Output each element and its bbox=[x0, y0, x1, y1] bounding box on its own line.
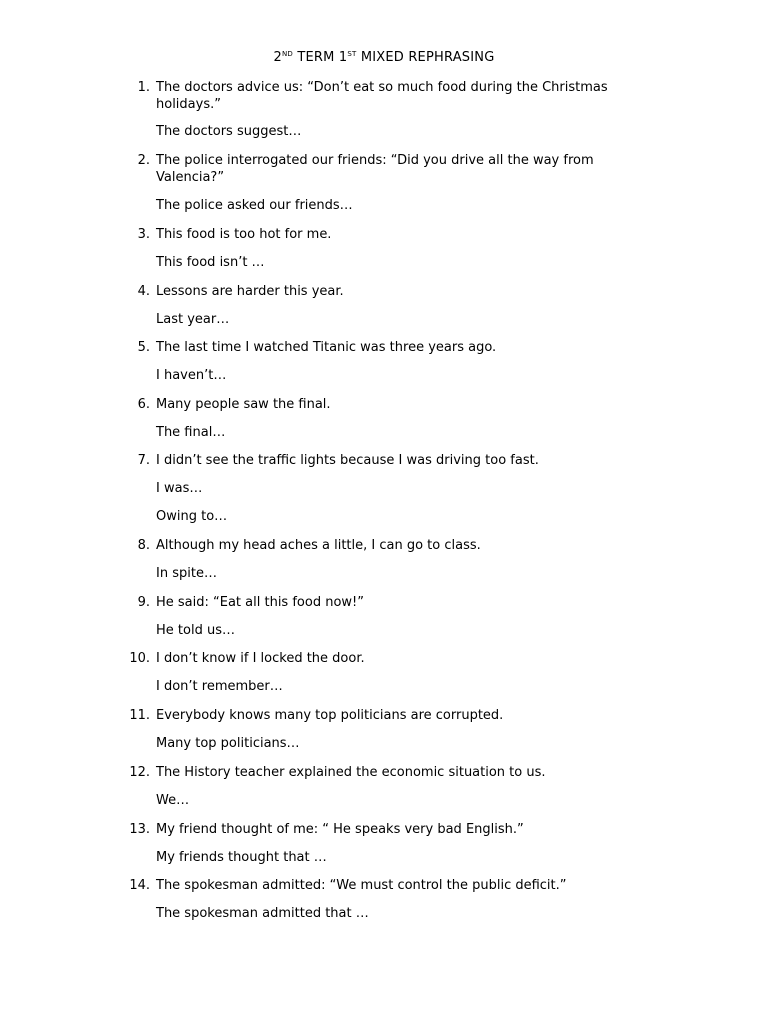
exercise-answer-stem: In spite… bbox=[156, 566, 217, 581]
exercise-prompt: He said: “Eat all this food now!” bbox=[156, 595, 364, 610]
exercise-prompt: Lessons are harder this year. bbox=[156, 284, 344, 299]
exercise-prompt: This food is too hot for me. bbox=[156, 227, 332, 242]
exercise-number: 13. bbox=[129, 822, 150, 837]
exercise-answer-stem: The police asked our friends… bbox=[156, 198, 353, 213]
exercise-answer-stem: I haven’t… bbox=[156, 368, 227, 383]
exercise-number: 4. bbox=[137, 284, 150, 299]
exercise-prompt: The History teacher explained the economic situation to us. bbox=[156, 765, 546, 780]
exercise-answer-stem: I was… bbox=[156, 481, 203, 496]
title-superscript: ST bbox=[347, 50, 357, 58]
exercise-answer-stem: The doctors suggest… bbox=[156, 124, 302, 139]
exercise-answer-stem: I don’t remember… bbox=[156, 679, 283, 694]
exercise-prompt: I don’t know if I locked the door. bbox=[156, 651, 365, 666]
exercise-number: 2. bbox=[137, 153, 150, 168]
exercise-number: 9. bbox=[137, 595, 150, 610]
exercise-prompt: Many people saw the final. bbox=[156, 397, 331, 412]
exercise-number: 14. bbox=[129, 878, 150, 893]
exercise-answer-stem: The final… bbox=[156, 425, 226, 440]
exercise-prompt: Although my head aches a little, I can go to class. bbox=[156, 538, 481, 553]
title-text: TERM 1 bbox=[293, 50, 348, 65]
exercise-prompt: The police interrogated our friends: “Did you drive all the way from Valencia?” bbox=[156, 153, 594, 185]
exercise-answer-stem: Many top politicians… bbox=[156, 736, 300, 751]
exercise-number: 5. bbox=[137, 340, 150, 355]
exercise-number: 10. bbox=[129, 651, 150, 666]
exercise-answer-stem: The spokesman admitted that … bbox=[156, 906, 369, 921]
exercise-number: 6. bbox=[137, 397, 150, 412]
exercise-prompt: The last time I watched Titanic was three years ago. bbox=[156, 340, 497, 355]
exercise-answer-stem: Last year… bbox=[156, 312, 230, 327]
exercise-answer-stem: We… bbox=[156, 793, 190, 808]
exercise-answer-stem: Owing to… bbox=[156, 509, 228, 524]
exercise-number: 12. bbox=[129, 765, 150, 780]
exercise-number: 3. bbox=[137, 227, 150, 242]
exercise-number: 11. bbox=[129, 708, 150, 723]
exercise-number: 7. bbox=[137, 453, 150, 468]
exercise-number: 1. bbox=[137, 80, 150, 95]
title-text: 2 bbox=[273, 50, 282, 65]
exercise-prompt: My friend thought of me: “ He speaks very bad English.” bbox=[156, 822, 524, 837]
title-superscript: ND bbox=[281, 50, 294, 58]
exercise-prompt: The doctors advice us: “Don’t eat so much food during the Christmas holidays.” bbox=[156, 80, 608, 112]
exercise-prompt: Everybody knows many top politicians are corrupted. bbox=[156, 708, 504, 723]
exercise-answer-stem: This food isn’t … bbox=[156, 255, 265, 270]
page-title bbox=[0, 50, 768, 65]
exercise-prompt: I didn’t see the traffic lights because I was driving too fast. bbox=[156, 453, 539, 468]
exercise-answer-stem: My friends thought that … bbox=[156, 850, 327, 865]
title-text: MIXED REPHRASING bbox=[356, 50, 495, 65]
exercise-number: 8. bbox=[137, 538, 150, 553]
exercise-prompt: The spokesman admitted: “We must control the public deficit.” bbox=[156, 878, 567, 893]
exercise-answer-stem: He told us… bbox=[156, 623, 235, 638]
